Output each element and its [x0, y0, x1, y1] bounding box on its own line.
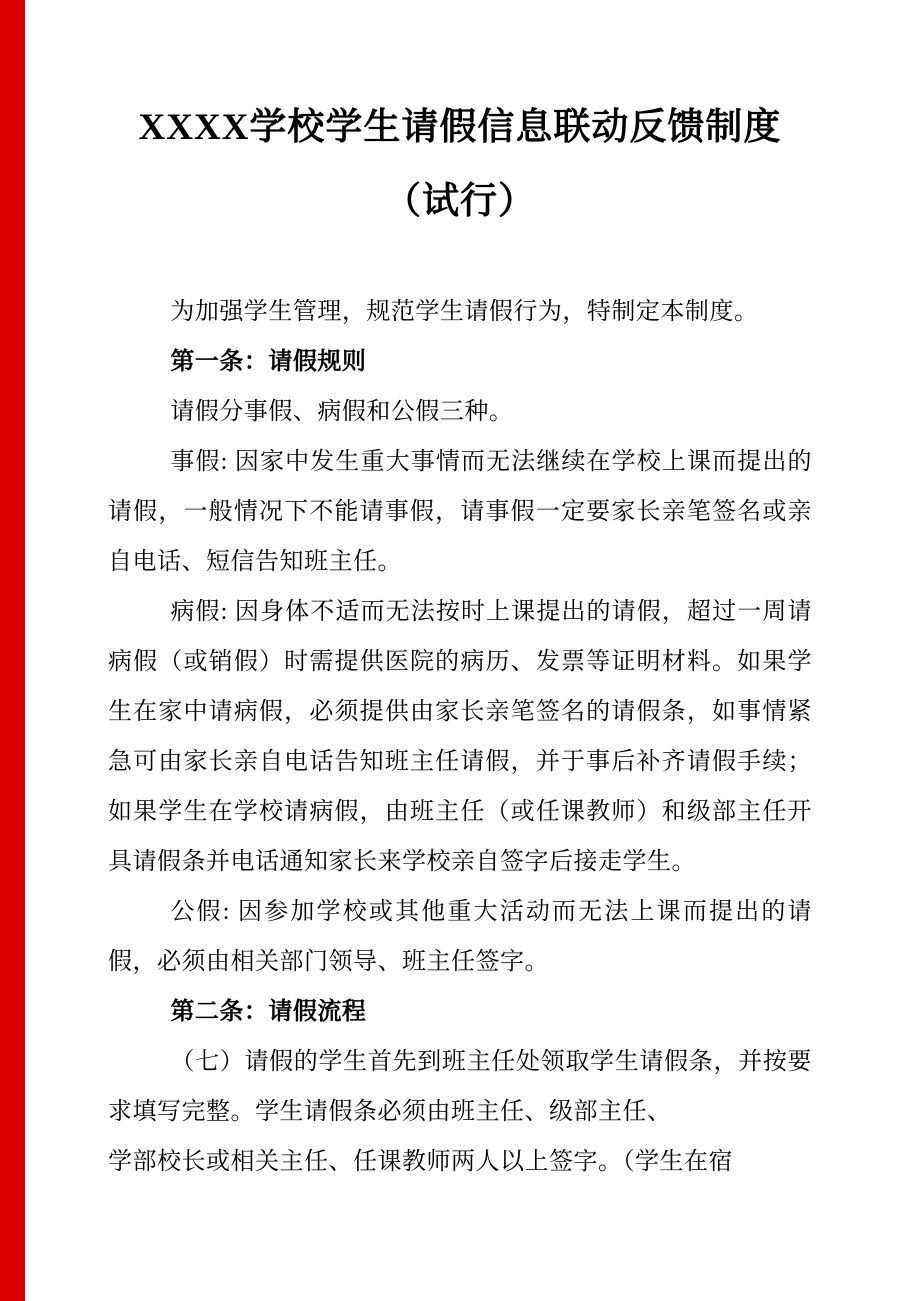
personal-leave-paragraph: 事假: 因家中发生重大事情而无法继续在学校上课而提出的请假，一般情况下不能请事假，请事假一定要家长亲笔签名或亲自电话、短信告知班主任。 — [108, 449, 812, 575]
section-2-heading: 第二条：请假流程 — [170, 999, 367, 1025]
document-title: XXXX学校学生请假信息联动反馈制度 — [138, 107, 782, 148]
section-1-heading: 第一条：请假规则 — [170, 349, 367, 375]
official-leave-paragraph: 公假: 因参加学校或其他重大活动而无法上课而提出的请假，必须由相关部门领导、班主任签字。 — [108, 899, 812, 975]
document-subtitle: （试行） — [384, 180, 536, 222]
procedure-continuation-line: 学部校长或相关主任、任课教师两人以上签字。（学生在宿 — [108, 1149, 733, 1175]
left-red-bar — [0, 0, 25, 1301]
procedure-paragraph: （七）请假的学生首先到班主任处领取学生请假条，并按要求填写完整。学生请假条必须由班主任、级部主任、 — [108, 1049, 812, 1125]
document-page — [25, 0, 920, 1301]
document-body — [108, 287, 812, 1187]
intro-paragraph: 为加强学生管理，规范学生请假行为，特制定本制度。 — [170, 299, 759, 325]
sick-leave-paragraph: 病假: 因身体不适而无法按时上课提出的请假，超过一周请病假（或销假）时需提供医院的病历、发票等证明材料。如果学生在家中请病假，必须提供由家长亲笔签名的请假条，如事情紧急可由家长亲自电话告知班主任请假，并于事后补齐请假手续；如果学生在学校请病假，由班主任（或任课教师）和级部主任开具请假条并电话通知家长来学校亲自签字后接走学生。 — [108, 599, 812, 875]
leave-types-paragraph: 请假分事假、病假和公假三种。 — [170, 399, 514, 425]
